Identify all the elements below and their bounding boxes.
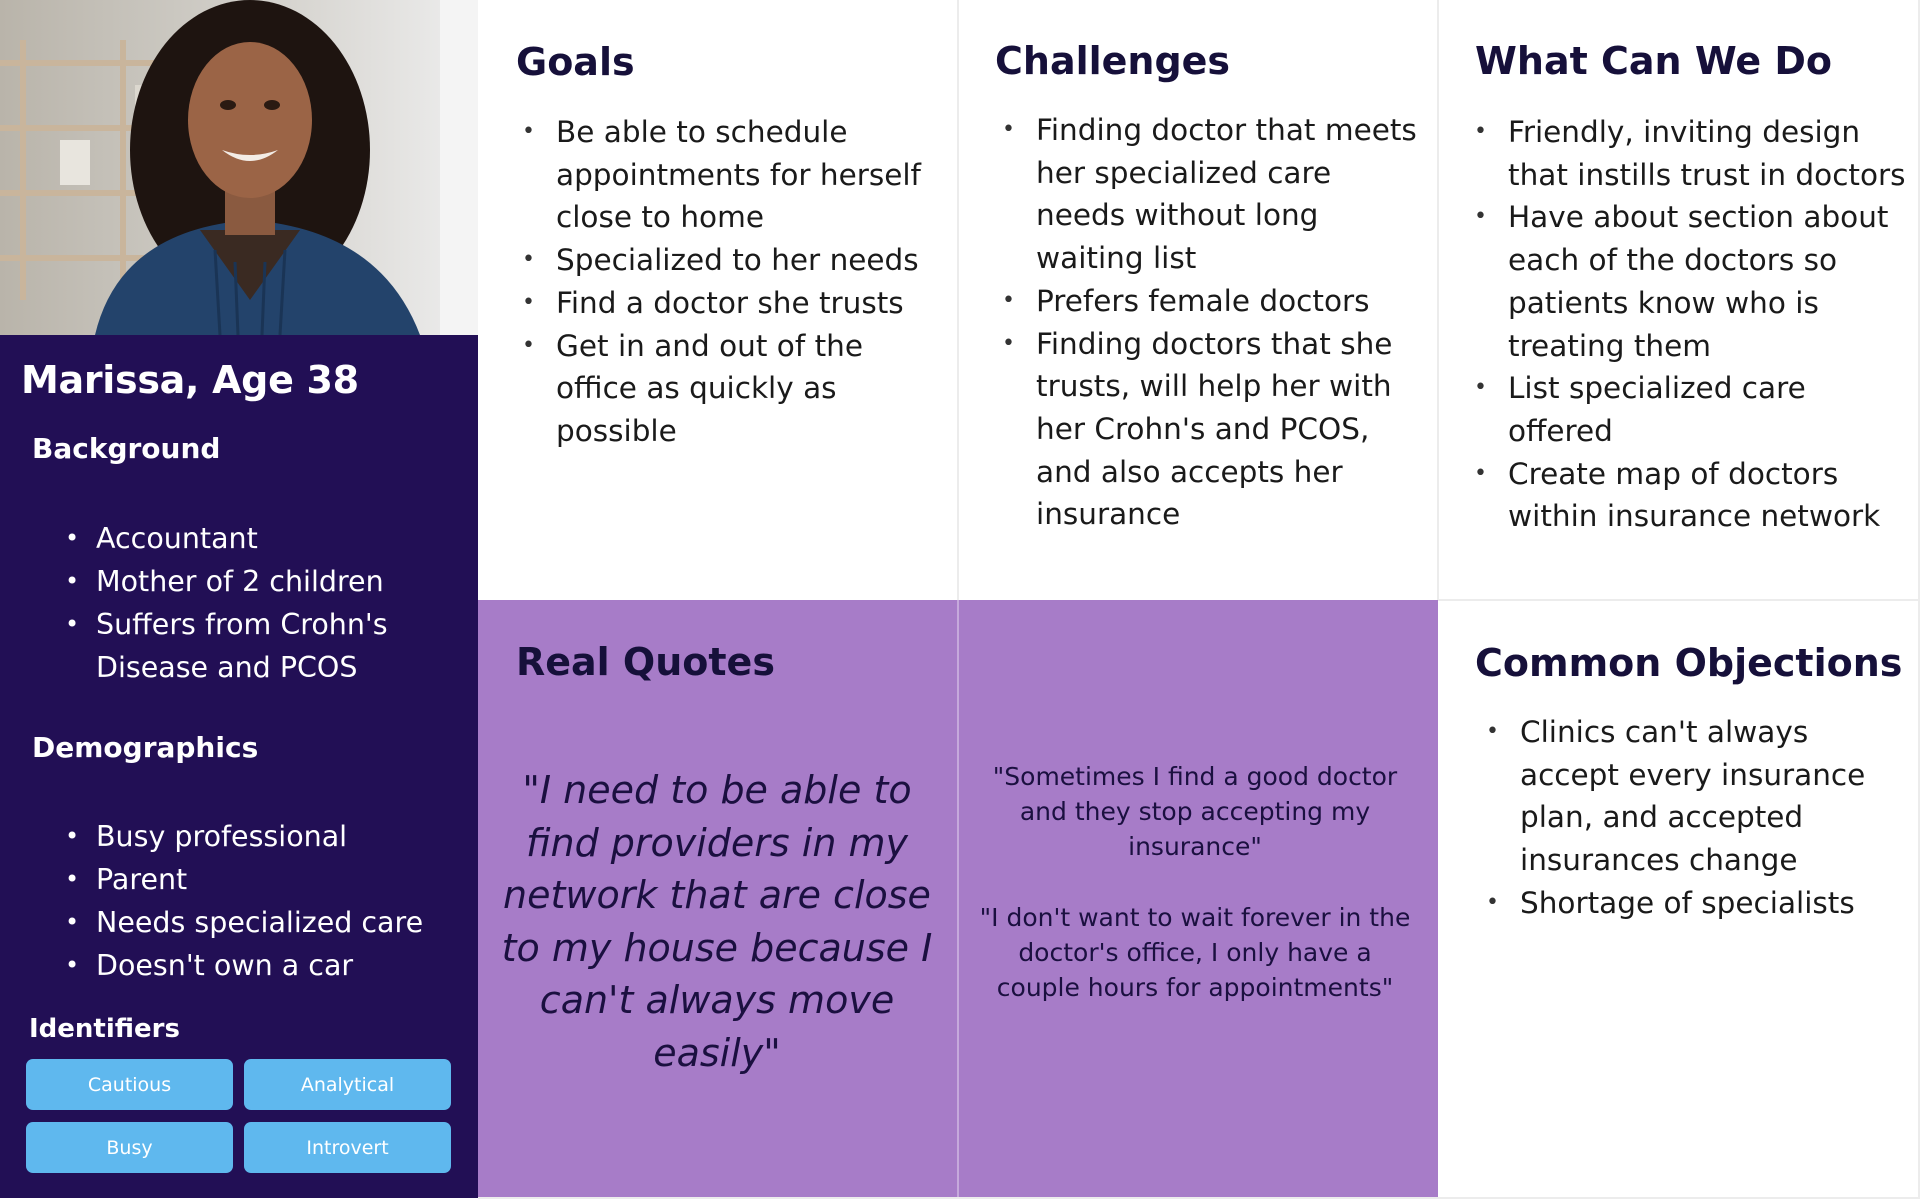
list-item: • Clinics can't always accept every insurance plan, and accepted insurances change — [1478, 711, 1910, 882]
quote-two: "I don't want to wait forever in the doctor's office, I only have a couple hours for appointments" — [979, 903, 1411, 1002]
bullet-icon: • — [522, 247, 535, 273]
real-quotes-title: Real Quotes — [516, 640, 775, 684]
demographics-list — [0, 815, 470, 987]
persona-photo — [0, 0, 478, 335]
bullet-icon: • — [65, 822, 80, 850]
main-quote: "I need to be able to find providers in my network that are close to my house because I can't always move easily" — [501, 768, 933, 1075]
bullet-icon: • — [1486, 889, 1499, 915]
bullet-icon: • — [1474, 460, 1487, 486]
bullet-icon: • — [1474, 119, 1487, 144]
bullet-icon: • — [65, 908, 80, 936]
list-item: • Finding doctor that meets her specialized care needs without long waiting list — [994, 109, 1418, 280]
challenges-list — [994, 109, 1418, 536]
bullet-icon: • — [522, 289, 535, 315]
list-item: • Have about section about each of the doctors so patients know who is treating them — [1466, 196, 1910, 367]
list-item: • Mother of 2 children — [0, 560, 470, 603]
bullet-icon: • — [1002, 330, 1015, 356]
list-item: • Doesn't own a car — [0, 944, 470, 987]
bullet-icon: • — [1486, 719, 1499, 744]
bullet-icon: • — [1002, 287, 1015, 313]
divider — [957, 0, 959, 600]
quote-one: "Sometimes I find a good doctor and they stop accepting my insurance" — [992, 762, 1398, 861]
bullet-icon: • — [65, 865, 80, 893]
bullet-icon: • — [522, 332, 535, 358]
bullet-icon: • — [65, 951, 80, 979]
list-item: • Shortage of specialists — [1478, 882, 1910, 925]
divider — [1437, 0, 1439, 600]
challenges-panel — [958, 0, 1438, 600]
what-can-we-do-title: What Can We Do — [1475, 39, 1833, 83]
persona-name-age: Marissa, Age 38 — [21, 358, 359, 402]
list-item: • Busy professional — [0, 815, 470, 858]
identifier-chip-introvert: Introvert — [244, 1122, 451, 1173]
bullet-icon: • — [65, 610, 80, 638]
quotes-panel — [958, 600, 1438, 1198]
list-item: • Create map of doctors within insurance network — [1466, 453, 1910, 538]
background-list — [0, 517, 470, 689]
divider — [478, 1197, 1920, 1199]
what-can-we-do-panel — [1438, 0, 1920, 600]
bullet-icon: • — [65, 567, 80, 595]
list-item: • Suffers from Crohn's Disease and PCOS — [0, 603, 470, 689]
list-item: • Be able to schedule appointments for herself close to home — [514, 111, 934, 239]
list-item: • Finding doctors that she trusts, will help her with her Crohn's and PCOS, and also accepts her insurance — [994, 323, 1418, 537]
identifiers-heading: Identifiers — [29, 1014, 180, 1044]
identifier-chip-cautious: Cautious — [26, 1059, 233, 1110]
what-can-we-do-list — [1466, 111, 1910, 538]
bullet-icon: • — [522, 119, 535, 144]
list-item: • Prefers female doctors — [994, 280, 1418, 323]
identifier-chip-analytical: Analytical — [244, 1059, 451, 1110]
common-objections-panel — [1438, 600, 1920, 1198]
identifier-chip-busy: Busy — [26, 1122, 233, 1173]
list-item: • Friendly, inviting design that instills trust in doctors — [1466, 111, 1910, 196]
challenges-title: Challenges — [995, 39, 1231, 83]
divider — [1438, 599, 1920, 601]
list-item: • Find a doctor she trusts — [514, 282, 934, 325]
bullet-icon: • — [1474, 375, 1487, 401]
list-item: • Needs specialized care — [0, 901, 470, 944]
common-objections-title: Common Objections — [1475, 641, 1903, 685]
list-item: • Accountant — [0, 517, 470, 560]
divider — [957, 600, 959, 1198]
common-objections-list — [1478, 711, 1910, 925]
list-item: • Get in and out of the office as quickly as possible — [514, 325, 934, 453]
bullet-icon: • — [1474, 204, 1487, 230]
goals-list — [514, 111, 934, 453]
persona-sidebar — [0, 0, 478, 1198]
background-heading: Background — [32, 432, 221, 465]
list-item: • Parent — [0, 858, 470, 901]
demographics-heading: Demographics — [32, 731, 259, 764]
persona-photo-illustration — [0, 0, 478, 335]
goals-title: Goals — [516, 40, 635, 84]
goals-panel — [478, 0, 958, 600]
bullet-icon: • — [1002, 117, 1015, 142]
list-item: • Specialized to her needs — [514, 239, 934, 282]
list-item: • List specialized care offered — [1466, 367, 1910, 452]
bullet-icon: • — [65, 524, 80, 552]
